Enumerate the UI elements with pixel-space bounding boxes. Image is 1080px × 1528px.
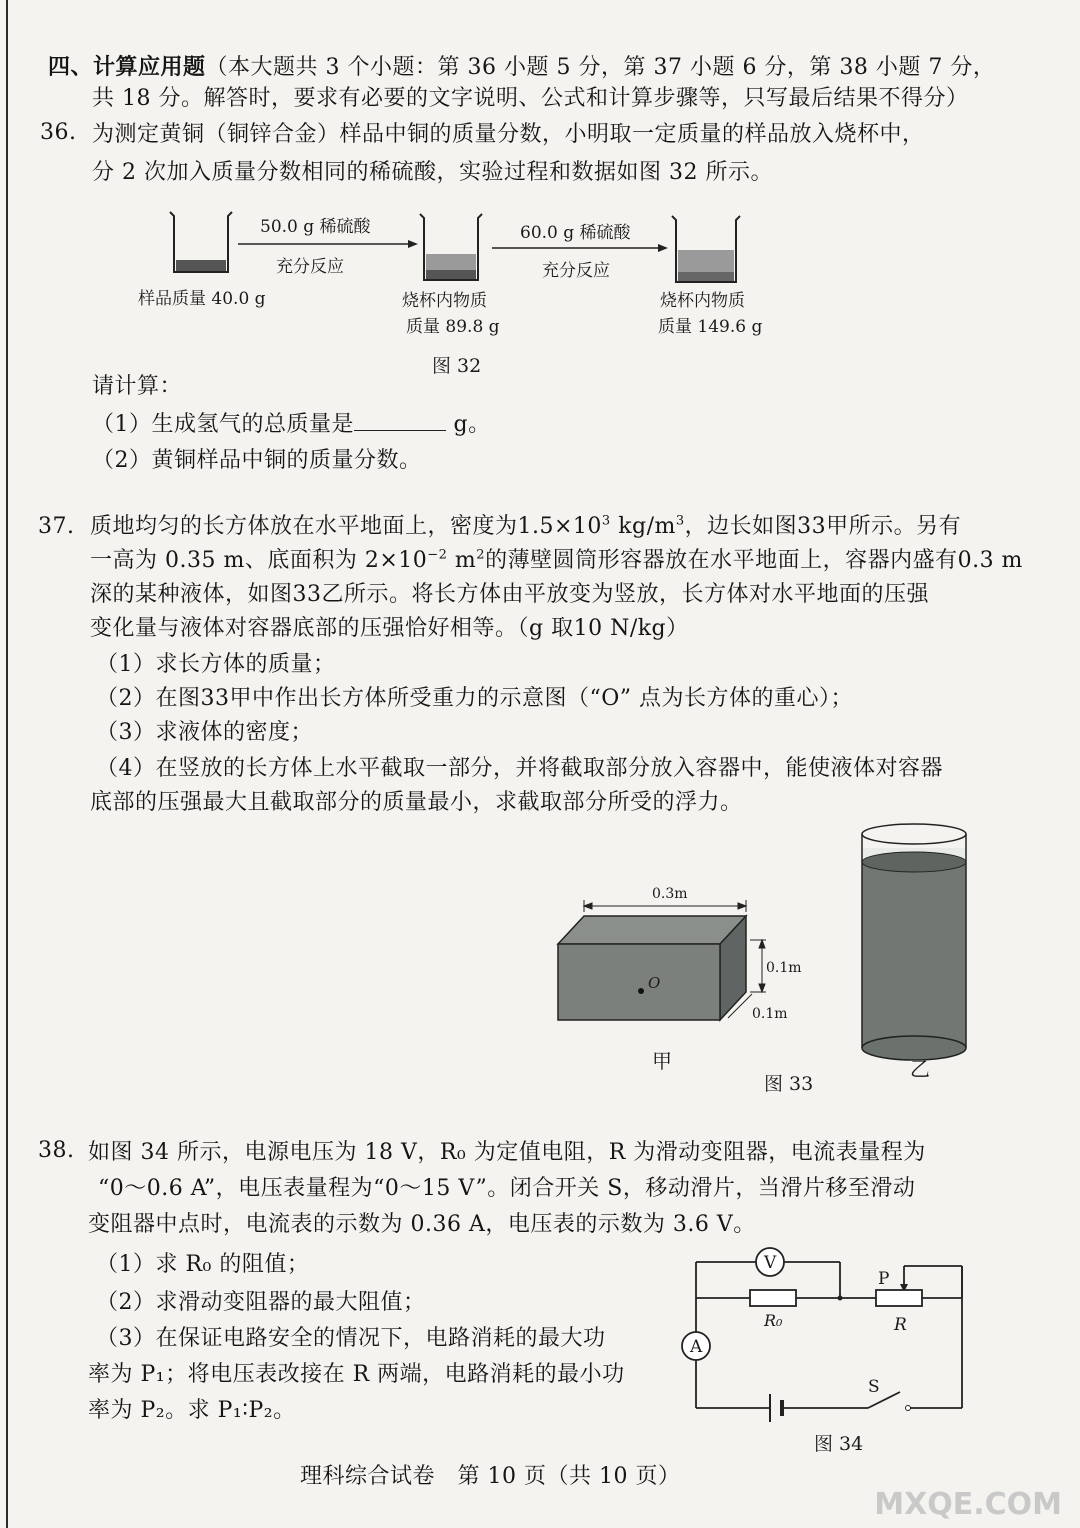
- figure-34-caption: 图 34: [814, 1433, 864, 1455]
- watermark-logo: MXQE.COM: [874, 1487, 1062, 1522]
- q38-part1: （1）求 R₀ 的阻值；: [96, 1252, 310, 1277]
- beaker3-label-line1: 烧杯内物质: [660, 291, 745, 311]
- depth-label: 0.1m: [752, 1006, 788, 1022]
- q36-part1: [92, 410, 491, 440]
- beaker-3: [672, 216, 740, 282]
- resistor-r0: [750, 1290, 796, 1306]
- q36-line2: 分 2 次加入质量分数相同的稀硫酸，实验过程和数据如图 32 所示。: [92, 160, 773, 185]
- voltmeter-label: V: [764, 1253, 777, 1273]
- figure-33-caption: 图 33: [764, 1073, 814, 1095]
- q38-line2: “0～0.6 A”，电压表量程为“0～15 V”。闭合开关 S，移动滑片，当滑片移至滑动: [98, 1176, 916, 1201]
- q38-line3: 变阻器中点时，电流表的示数为 0.36 A，电压表的示数为 3.6 V。: [88, 1212, 756, 1237]
- figure-32: [120, 200, 820, 380]
- ammeter-label: A: [690, 1337, 703, 1357]
- q37-line2-sup2: 2: [476, 547, 486, 563]
- q37-line4: 变化量与液体对容器底部的压强恰好相等。（g 取10 N/kg）: [90, 616, 689, 641]
- beaker2-label-line1: 烧杯内物质: [402, 291, 487, 311]
- section-desc-line1: （本大题共 3 个小题：第 36 小题 5 分，第 37 小题 6 分，第 38 小题 7 分，: [205, 55, 996, 80]
- page-footer: 理科综合试卷 第 10 页（共 10 页）: [300, 1464, 681, 1489]
- arrow1-bottom-label: 充分反应: [276, 257, 344, 277]
- q37-line1-sup: 3: [601, 513, 611, 529]
- arrow-2: [492, 244, 668, 252]
- q37-part3: （3）求液体的密度；: [96, 720, 313, 745]
- beaker2-label-line2: 质量 89.8 g: [406, 317, 500, 337]
- q37-line1-a: 质地均匀的长方体放在水平地面上，密度为1.5×10: [90, 514, 602, 539]
- q37-line1-b: kg/m: [610, 514, 676, 539]
- cylinder-container: [862, 824, 966, 1060]
- switch-contact: [906, 1406, 911, 1411]
- section-desc-line2: 共 18 分。解答时，要求有必要的文字说明、公式和计算步骤等，只写最后结果不得分）: [92, 86, 969, 111]
- figure-34-circuit: [672, 1236, 982, 1466]
- q37-part4-line1: （4）在竖放的长方体上水平截取一部分，并将截取部分放入容器中，能使液体对容器: [96, 756, 943, 781]
- q38-part3-line3: 率为 P₂。求 P₁∶P₂。: [88, 1398, 296, 1423]
- answer-blank[interactable]: [354, 410, 446, 431]
- arrow2-top-label: 60.0 g 稀硫酸: [520, 223, 631, 243]
- section-header: [48, 52, 995, 83]
- center-of-mass-dot: [638, 988, 644, 994]
- circuit-wires: [696, 1262, 962, 1408]
- binding-line: [6, 0, 8, 1528]
- q37-number: 37.: [38, 514, 75, 539]
- q37-line1-sup2: 3: [675, 513, 685, 529]
- q37-line2: [90, 546, 1023, 576]
- r-label: R: [894, 1315, 907, 1335]
- figure-33: [540, 820, 1000, 1100]
- length-label: 0.3m: [652, 886, 688, 902]
- q36-prompt: 请计算：: [92, 374, 183, 399]
- q37-line1-c: ，边长如图33甲所示。另有: [684, 514, 962, 539]
- q37-line3: 深的某种液体，如图33乙所示。将长方体由平放变为竖放，长方体对水平地面的压强: [90, 582, 929, 607]
- q36-line1: 为测定黄铜（铜锌合金）样品中铜的质量分数，小明取一定质量的样品放入烧杯中，: [92, 122, 925, 147]
- rheostat-r: [876, 1290, 922, 1306]
- beaker-2: [420, 214, 482, 280]
- q37-line2-a: 一高为 0.35 m、底面积为 2×10: [90, 548, 428, 573]
- beaker-1: [170, 212, 232, 272]
- q37-line2-c: 的薄壁圆筒形容器放在水平地面上，容器内盛有0.3 m: [485, 548, 1023, 573]
- q37-part1: （1）求长方体的质量；: [96, 652, 336, 677]
- arrow-1: [238, 240, 418, 248]
- q38-number: 38.: [38, 1138, 75, 1163]
- q37-line1: [90, 512, 961, 542]
- figure-32-caption: 图 32: [432, 355, 482, 377]
- q38-part3-line1: （3）在保证电路安全的情况下，电路消耗的最大功: [96, 1326, 606, 1351]
- q37-part2: （2）在图33甲中作出长方体所受重力的示意图（“O” 点为长方体的重心）；: [96, 686, 854, 711]
- center-label: O: [648, 974, 661, 992]
- q36-part1-unit: g。: [446, 412, 491, 437]
- q36-number: 36.: [40, 120, 77, 145]
- beaker1-label: 样品质量 40.0 g: [138, 289, 266, 309]
- label-jia: 甲: [652, 1049, 672, 1073]
- arrow2-bottom-label: 充分反应: [542, 261, 610, 281]
- q37-part4-line2: 底部的压强最大且截取部分的质量最小，求截取部分所受的浮力。: [90, 790, 743, 815]
- arrow1-top-label: 50.0 g 稀硫酸: [260, 217, 371, 237]
- q36-part1-text: （1）生成氢气的总质量是: [92, 412, 354, 437]
- junction-dot: [838, 1296, 843, 1301]
- q38-part3-line2: 率为 P₁；将电压表改接在 R 两端，电路消耗的最小功: [88, 1362, 625, 1387]
- q38-line1: 如图 34 所示，电源电压为 18 V，R₀ 为定值电阻，R 为滑动变阻器，电流表量程为: [88, 1140, 926, 1165]
- section-title: 四、计算应用题: [48, 54, 206, 80]
- height-label: 0.1m: [766, 960, 802, 976]
- slider-label: P: [878, 1269, 890, 1289]
- q37-line2-b: m: [447, 548, 477, 573]
- switch-label: S: [868, 1377, 880, 1397]
- q36-part2: （2）黄铜样品中铜的质量分数。: [92, 448, 422, 473]
- r0-label: R₀: [764, 1311, 783, 1330]
- q37-line2-sup: −2: [427, 547, 448, 563]
- q38-part2: （2）求滑动变阻器的最大阻值；: [96, 1290, 426, 1315]
- label-yi: 乙: [910, 1057, 930, 1081]
- cuboid-block: [558, 916, 746, 1020]
- beaker3-label-line2: 质量 149.6 g: [658, 317, 763, 337]
